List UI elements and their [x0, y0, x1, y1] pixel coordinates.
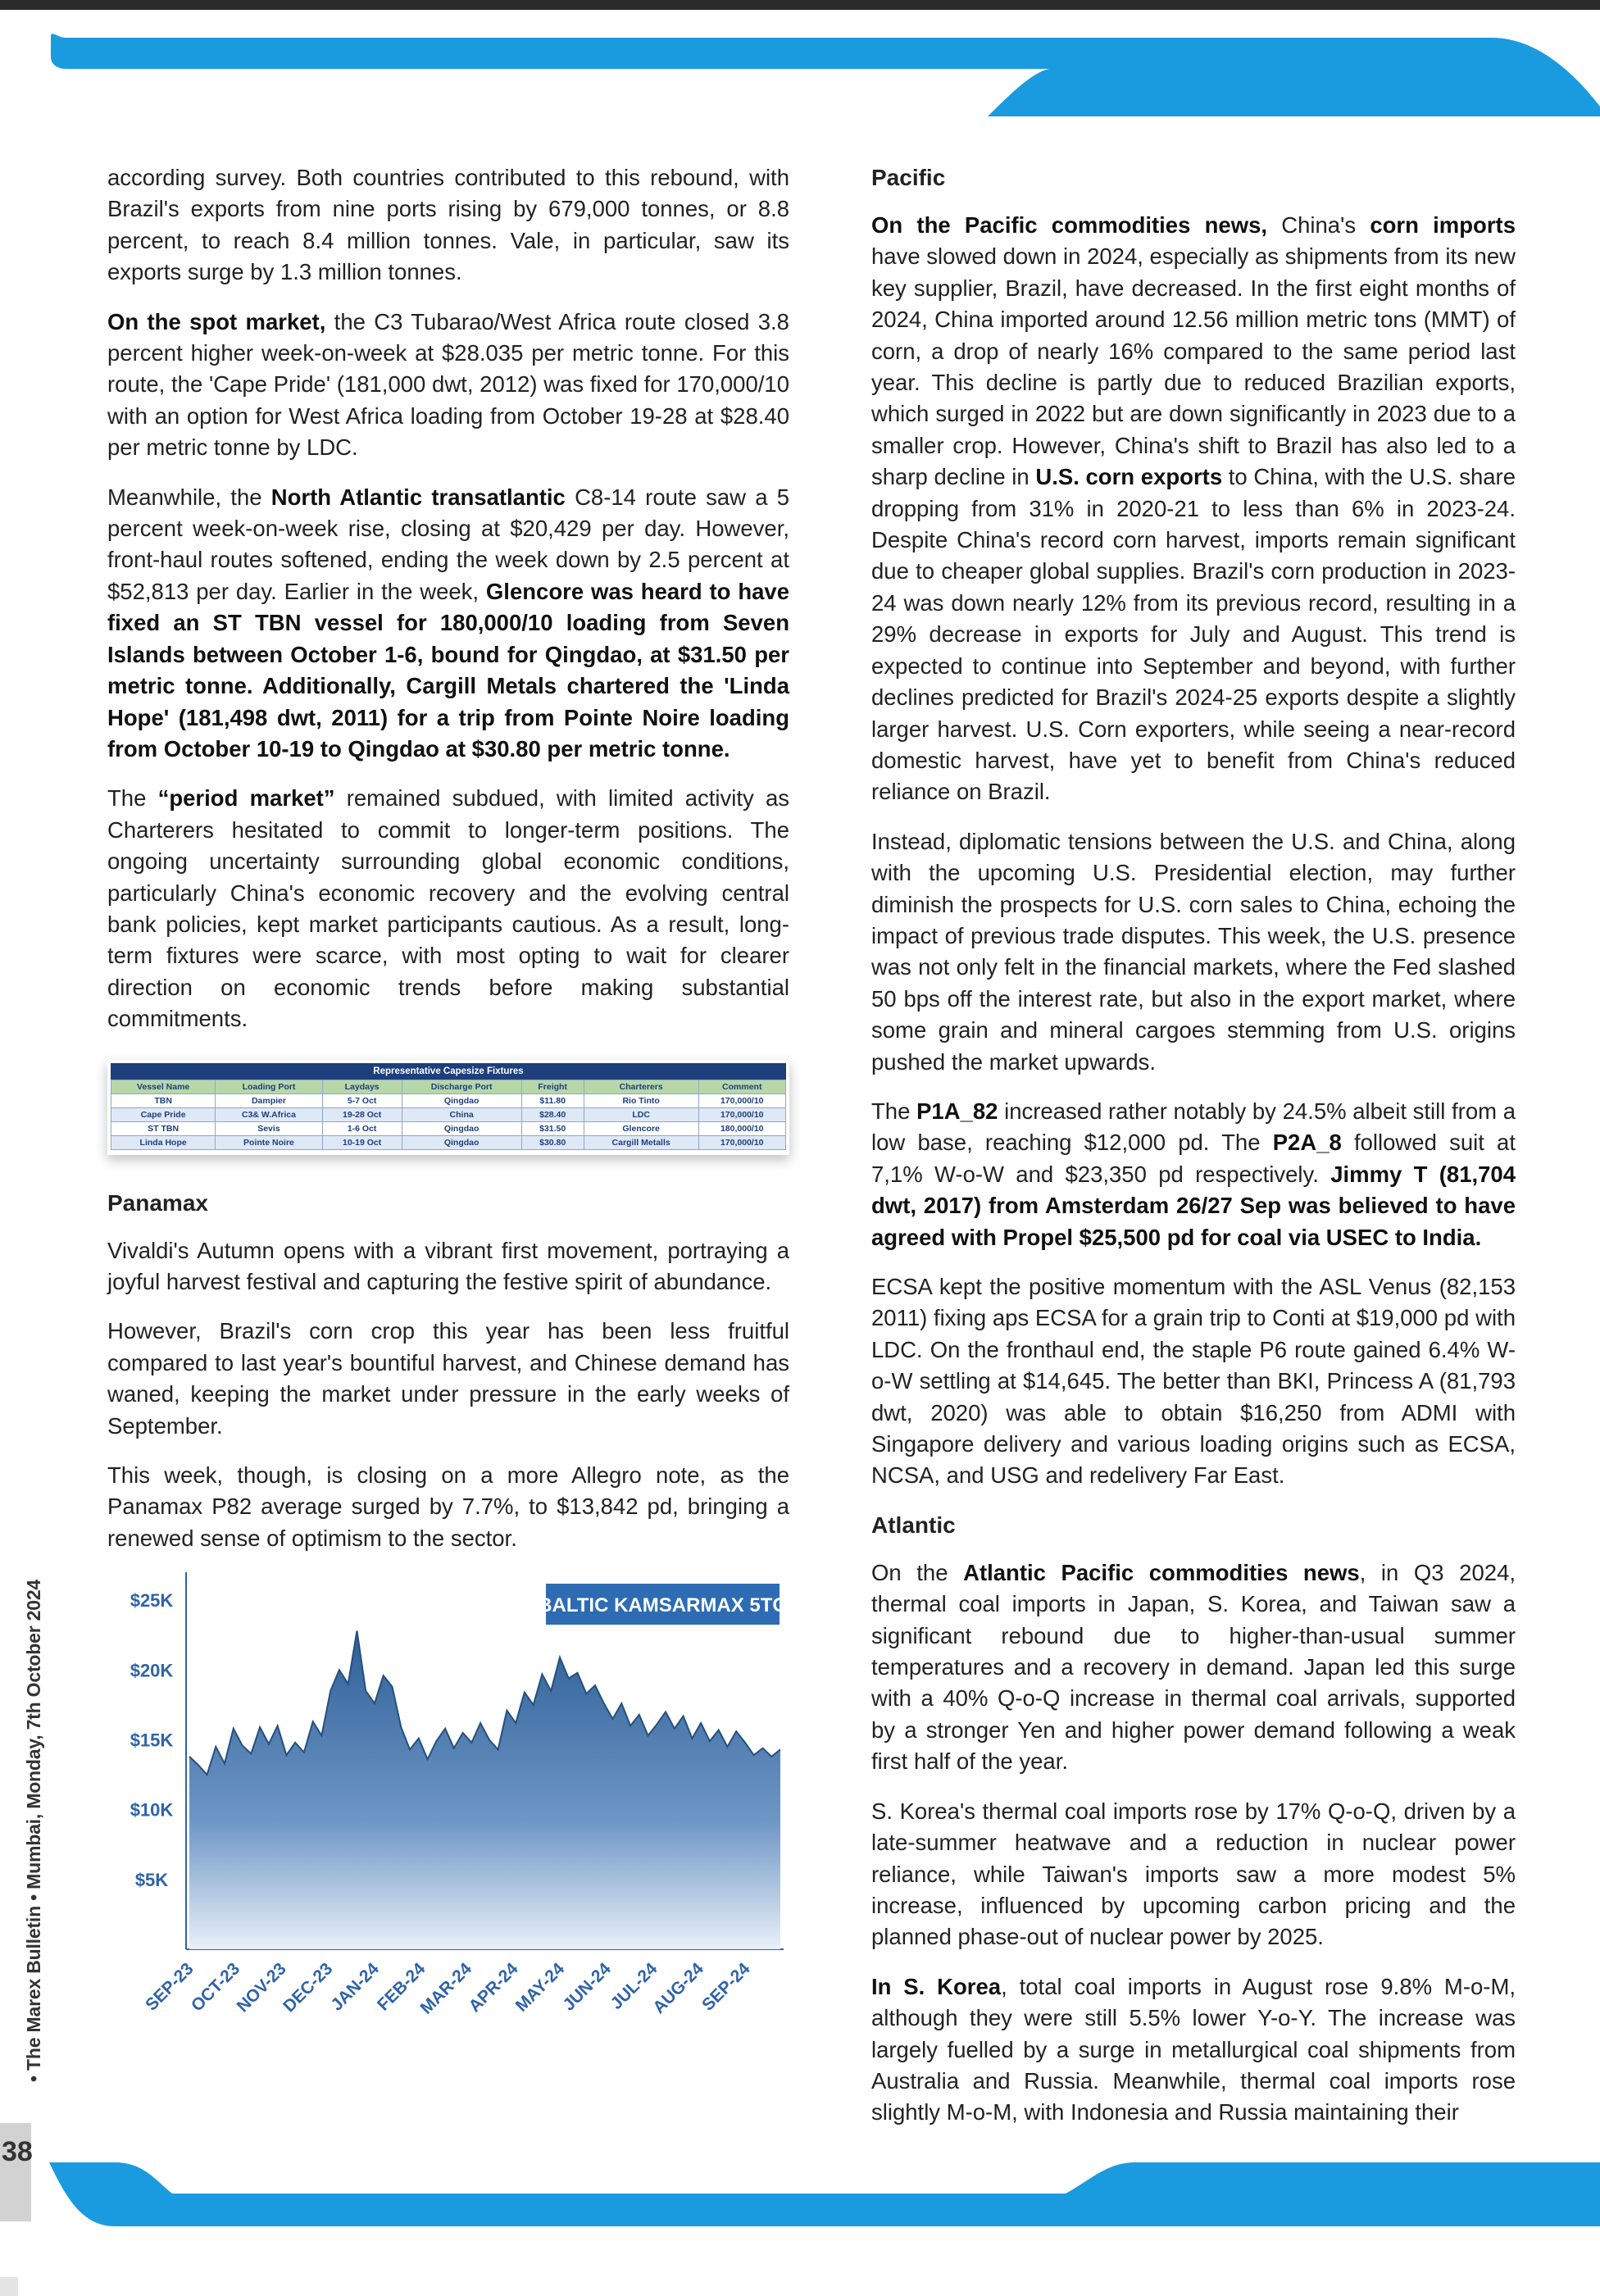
table-cell: LDC	[584, 1107, 698, 1121]
right-paragraph-pacific-corn: On the Pacific commodities news, China's corn imports have slowed down in 2024, especially as shipments from its new key supplier, Brazil, have decreased. In the first eight months of 2024, China imported around 12.56 million metric tons (MMT) of corn, a drop of nearly 16% compared to the same period last year. This decline is partly due to reduced Brazilian exports, which surged in 2022 but are down significantly in 2023 due to a smaller crop. However, China's shift to Brazil has also led to a sharp decline in U.S. corn exports to China, with the U.S. share dropping from 31% in 2020-21 to less than 6% in 2023-24. Despite China's record corn harvest, imports remain significant due to cheaper global supplies. Brazil's corn production in 2023-24 was down nearly 12% from its previous record, resulting in a 29% decrease in exports for July and August. This trend is expected to continue into September and beyond, with further declines predicted for Brazil's 2024-25 exports despite a slightly larger harvest. U.S. Corn exporters, while seeing a near-record domestic harvest, have yet to benefit from China's reduced reliance on Brazil.	[871, 212, 1516, 805]
right-column	[871, 162, 1516, 2147]
table-cell: 180,000/10	[698, 1121, 786, 1135]
corner-mark	[0, 2277, 18, 2296]
table-row	[111, 1135, 786, 1149]
y-tick-label: $20K	[130, 1660, 174, 1681]
fixtures-table-title: Representative Capesize Fixtures	[111, 1063, 786, 1080]
table-row	[111, 1093, 786, 1107]
fixtures-header-cell: Comment	[698, 1080, 786, 1093]
x-tick-label: AUG-24	[649, 1959, 707, 2018]
x-tick-label: DEC-23	[280, 1959, 337, 2016]
atlantic-heading: Atlantic	[871, 1512, 956, 1538]
chart-title: BALTIC KAMSARMAX 5TC	[538, 1594, 787, 1617]
y-tick-label: $5K	[134, 1870, 169, 1891]
page-number: 38	[2, 2136, 33, 2167]
table-cell: Cape Pride	[111, 1107, 216, 1121]
left-paragraph-brazil-corn: However, Brazil's corn crop this year has been less fruitful compared to last year's bountiful harvest, and Chinese demand has waned, keeping the market under pressure in the early weeks of September.	[107, 1318, 789, 1439]
table-cell: Glencore	[584, 1121, 698, 1135]
table-cell: Qingdao	[402, 1135, 521, 1149]
left-paragraph-spot-market: On the spot market, the C3 Tubarao/West Africa route closed 3.8 percent higher week-on-week at $28.035 per metric tonne. For this route, the 'Cape Pride' (181,000 dwt, 2012) was fixed for 170,000/10 with an option for West Africa loading from October 19-28 at $28.40 per metric tonne by LDC.	[107, 308, 789, 461]
table-cell: Qingdao	[402, 1121, 521, 1135]
fixtures-header-cell: Loading Port	[216, 1080, 322, 1093]
side-footer	[7, 1525, 44, 2098]
table-cell: Cargill Metalls	[584, 1135, 698, 1149]
x-tick-label: JUN-24	[559, 1959, 615, 2015]
right-paragraph-atlantic: On the Atlantic Pacific commodities news, in Q3 2024, thermal coal imports in Japan, S. Korea, and Taiwan saw a significant rebound due to higher-than-usual summer temperatures and a recovery in demand. Japan led this surge with a 40% Q-o-Q increase in thermal coal arrivals, supported by a stronger Yen and higher power demand following a weak first half of the year.	[871, 1559, 1516, 1775]
right-paragraph-p1a: The P1A_82 increased rather notably by 24.5% albeit still from a low base, reaching $12,000 pd. The P2A_8 followed suit at 7,1% W-o-W and $23,350 pd respectively. Jimmy T (81,704 dwt, 2017) from Amsterdam 26/27 Sep was believed to have agreed with Propel $25,500 pd for coal via USEC to India.	[871, 1098, 1516, 1250]
table-cell: 10-19 Oct	[322, 1135, 402, 1149]
table-cell: $11.80	[521, 1093, 584, 1107]
left-column	[107, 162, 789, 2031]
fixtures-header-row	[111, 1080, 786, 1093]
left-paragraph-period-market: The “period market” remained subdued, with limited activity as Charterers hesitated to commit to longer-term positions. The ongoing uncertainty surrounding global economic conditions, particularly China's economic recovery and the evolving central bank policies, kept market participants cautious. As a result, long-term fixtures were scarce, with most opting to wait for clearer direction on economic trends before making substantial commitments.	[107, 785, 789, 1032]
table-cell: C3& W.Africa	[216, 1107, 322, 1121]
table-cell: 19-28 Oct	[322, 1107, 402, 1121]
table-cell: 170,000/10	[698, 1135, 786, 1149]
fixtures-header-cell: Vessel Name	[111, 1080, 216, 1093]
y-tick-label: $10K	[130, 1799, 174, 1821]
top-dark-bar	[0, 0, 1600, 10]
baltic-kamsarmax-chart	[107, 1572, 789, 2031]
table-cell: 170,000/10	[698, 1107, 786, 1121]
x-tick-label: MAR-24	[416, 1959, 476, 2019]
right-paragraph-korea-total: In S. Korea, total coal imports in August rose 9.8% M-o-M, although they were still 5.5% lower Y-o-Y. The increase was largely fuelled by a surge in metallurgical coal shipments from Australia and Russia. Meanwhile, thermal coal imports rose slightly M-o-M, with Indonesia and Russia maintaining their	[871, 1973, 1516, 2126]
panamax-heading: Panamax	[107, 1189, 208, 1216]
x-tick-label: NOV-23	[233, 1959, 290, 2016]
fixtures-header-cell: Charterers	[584, 1080, 698, 1093]
left-paragraph-vivaldi: Vivaldi's Autumn opens with a vibrant first movement, portraying a joyful harvest festival and capturing the festive spirit of abundance.	[107, 1237, 789, 1294]
x-tick-label: SEP-23	[142, 1959, 198, 2015]
x-tick-label: APR-24	[465, 1959, 522, 2016]
fixtures-header-cell: Laydays	[322, 1080, 402, 1093]
x-tick-label: JAN-24	[327, 1959, 383, 2015]
table-cell: Qingdao	[402, 1093, 521, 1107]
right-paragraph-ecsa: ECSA kept the positive momentum with the ASL Venus (82,153 2011) fixing aps ECSA for a grain trip to Conti at $19,000 pd with LDC. On the fronthaul end, the staple P6 route gained 6.4% W-o-W settling at $14,645. The better than BKI, Princess A (81,793 dwt, 2020) was able to obtain $16,250 from ADMI with Singapore delivery and various loading origins such as ECSA, NCSA, and USG and redelivery Far East.	[871, 1274, 1516, 1489]
table-row	[111, 1121, 786, 1135]
left-paragraph-1: according survey. Both countries contributed to this rebound, with Brazil's exports from nine ports rising by 679,000 tonnes, or 8.8 percent, to reach 8.4 million tonnes. Vale, in particular, saw its exports surge by 1.3 million tonnes.	[107, 165, 789, 285]
table-cell: $28.40	[521, 1107, 584, 1121]
x-tick-label: FEB-24	[374, 1959, 430, 2015]
pacific-heading: Pacific	[871, 165, 946, 190]
y-tick-label: $15K	[130, 1730, 174, 1751]
capesize-fixtures-table	[107, 1060, 789, 1155]
right-paragraph-diplomatic: Instead, diplomatic tensions between the U.S. and China, along with the upcoming U.S. Presidential election, may further diminish the prospects for U.S. corn sales to China, echoing the impact of previous trade disputes. This week, the U.S. presence was not only felt in the financial markets, where the Fed slashed 50 bps off the interest rate, but also in the export market, where some grain and mineral cargoes stemming from U.S. origins pushed the market upwards.	[871, 828, 1516, 1075]
x-tick-label: JUL-24	[607, 1959, 661, 2014]
table-cell: $30.80	[521, 1135, 584, 1149]
fixtures-table-wrapper	[107, 1060, 789, 1155]
footer-swoosh	[0, 2148, 1600, 2238]
y-tick-label: $25K	[130, 1590, 174, 1612]
table-cell: 5-7 Oct	[322, 1093, 402, 1107]
table-cell: TBN	[111, 1093, 216, 1107]
left-paragraph-allegro: This week, though, is closing on a more Allegro note, as the Panamax P82 average surged by 7.7%, to $13,842 pd, bringing a renewed sense of optimism to the sector.	[107, 1462, 789, 1551]
fixtures-header-cell: Freight	[521, 1080, 584, 1093]
table-cell: Linda Hope	[111, 1135, 216, 1149]
table-cell: $31.50	[521, 1121, 584, 1135]
table-row	[111, 1107, 786, 1121]
table-cell: 1-6 Oct	[322, 1121, 402, 1135]
publication-info: • The Marex Bulletin • Mumbai, Monday, 7th October 2024	[23, 1579, 44, 2082]
fixtures-header-cell: Discharge Port	[402, 1080, 521, 1093]
header-swoosh	[0, 10, 1600, 116]
table-cell: China	[402, 1107, 521, 1121]
x-tick-label: OCT-23	[187, 1959, 244, 2016]
table-cell: Dampier	[216, 1093, 322, 1107]
chart-svg	[107, 1572, 789, 2031]
kamsarmax-area-series	[189, 1631, 780, 1949]
table-cell: Sevis	[216, 1121, 322, 1135]
table-cell: Pointe Noire	[216, 1135, 322, 1149]
x-tick-label: SEP-24	[698, 1959, 754, 2015]
right-paragraph-korea-thermal: S. Korea's thermal coal imports rose by 17% Q-o-Q, driven by a late-summer heatwave and a reduction in nuclear power reliance, while Taiwan's imports saw a more modest 5% increase, influenced by upcoming carbon pricing and the planned phase-out of nuclear power by 2025.	[871, 1798, 1516, 1950]
table-cell: 170,000/10	[698, 1093, 786, 1107]
x-tick-label: MAY-24	[511, 1959, 569, 2016]
left-paragraph-north-atlantic: Meanwhile, the North Atlantic transatlantic C8-14 route saw a 5 percent week-on-week rise, closing at $20,429 per day. However, front-haul routes softened, ending the week down by 2.5 percent at $52,813 per day. Earlier in the week, Glencore was heard to have fixed an ST TBN vessel for 180,000/10 loading from Seven Islands between October 1-6, bound for Qingdao, at $31.50 per metric tonne. Additionally, Cargill Metals chartered the 'Linda Hope' (181,498 dwt, 2011) for a trip from Pointe Noire loading from October 10-19 to Qingdao at $30.80 per metric tonne.	[107, 484, 789, 762]
table-cell: Rio Tinto	[584, 1093, 698, 1107]
table-cell: ST TBN	[111, 1121, 216, 1135]
